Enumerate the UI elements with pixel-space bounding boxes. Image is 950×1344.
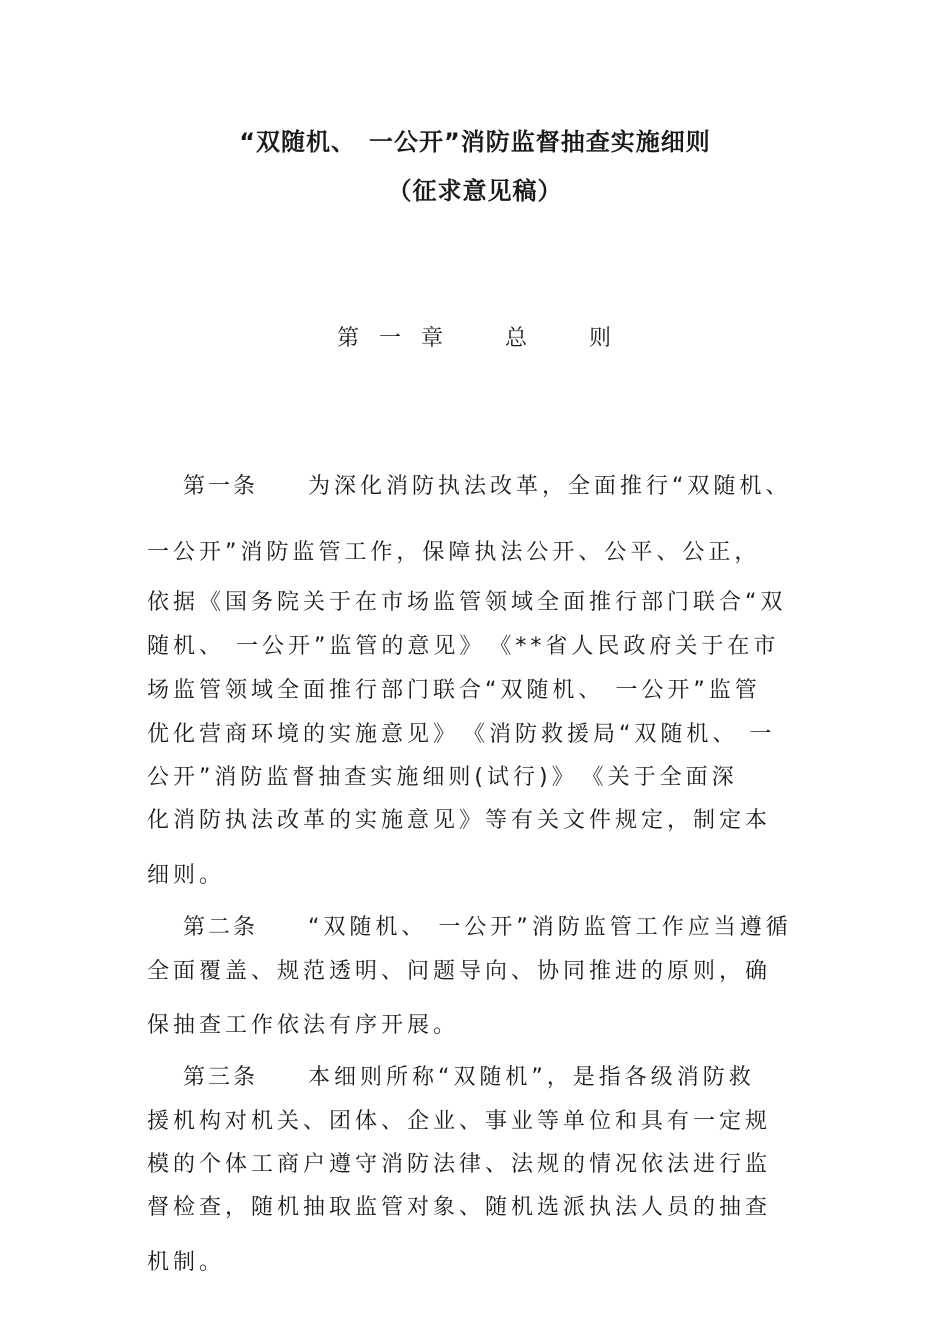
- chapter-heading: [0, 321, 950, 352]
- article-3-line: 督检查，随机抽取监管对象、随机选派执法人员的抽查: [147, 1195, 772, 1220]
- chapter-char: 第: [336, 326, 361, 351]
- article-2-line: 全面覆盖、规范透明、问题导向、协同推进的原则，确: [147, 959, 772, 984]
- chapter-char: 总: [505, 326, 530, 351]
- article-2-line: [183, 913, 807, 943]
- article-1-line: 化消防执法改革的实施意见》等有关文件规定，制定本: [147, 808, 772, 833]
- chapter-char: 章: [420, 326, 445, 351]
- article-2-label: 第二条: [183, 915, 259, 940]
- article-1-line: 细则。: [147, 863, 226, 888]
- document-subtitle: （征求意见稿）: [387, 177, 563, 205]
- article-3-line: [183, 1063, 807, 1093]
- article-1-line: 一公开”消防监管工作，保障执法公开、公平、公正，: [147, 540, 761, 565]
- article-1-line: [183, 472, 807, 502]
- article-1-line: 随机、 一公开”监管的意见》 《**省人民政府关于在市: [147, 634, 780, 659]
- article-3-line: 模的个体工商户遵守消防法律、法规的情况依法进行监: [147, 1152, 772, 1177]
- article-1-line: 优化营商环境的实施意见》 《消防救援局“双随机、 一: [147, 722, 776, 747]
- article-1-line: 依据《国务院关于在市场监管领域全面推行部门联合“双: [147, 590, 787, 615]
- article-2-line: 保抽查工作依法有序开展。: [147, 1013, 460, 1038]
- article-1-label: 第一条: [183, 474, 259, 499]
- article-1-line: 公开”消防监督抽查实施细则(试行)》 《关于全面深: [147, 765, 738, 790]
- article-1-line: 场监管领域全面推行部门联合“双随机、 一公开”监管: [147, 678, 761, 703]
- chapter-char: 一: [378, 326, 403, 351]
- article-3-label: 第三条: [183, 1065, 259, 1090]
- chapter-char: 则: [589, 326, 614, 351]
- article-2-text: “双随机、 一公开”消防监管工作应当遵循: [308, 915, 792, 940]
- article-3-line: 援机构对机关、团体、企业、事业等单位和具有一定规: [147, 1109, 772, 1134]
- article-3-line: 机制。: [147, 1250, 226, 1275]
- article-1-text: 为深化消防执法改革，全面推行“双随机、: [308, 474, 792, 499]
- article-3-text: 本细则所称“双随机”，是指各级消防救: [308, 1065, 755, 1090]
- document-title: “双随机、 一公开”消防监督抽查实施细则: [239, 128, 711, 156]
